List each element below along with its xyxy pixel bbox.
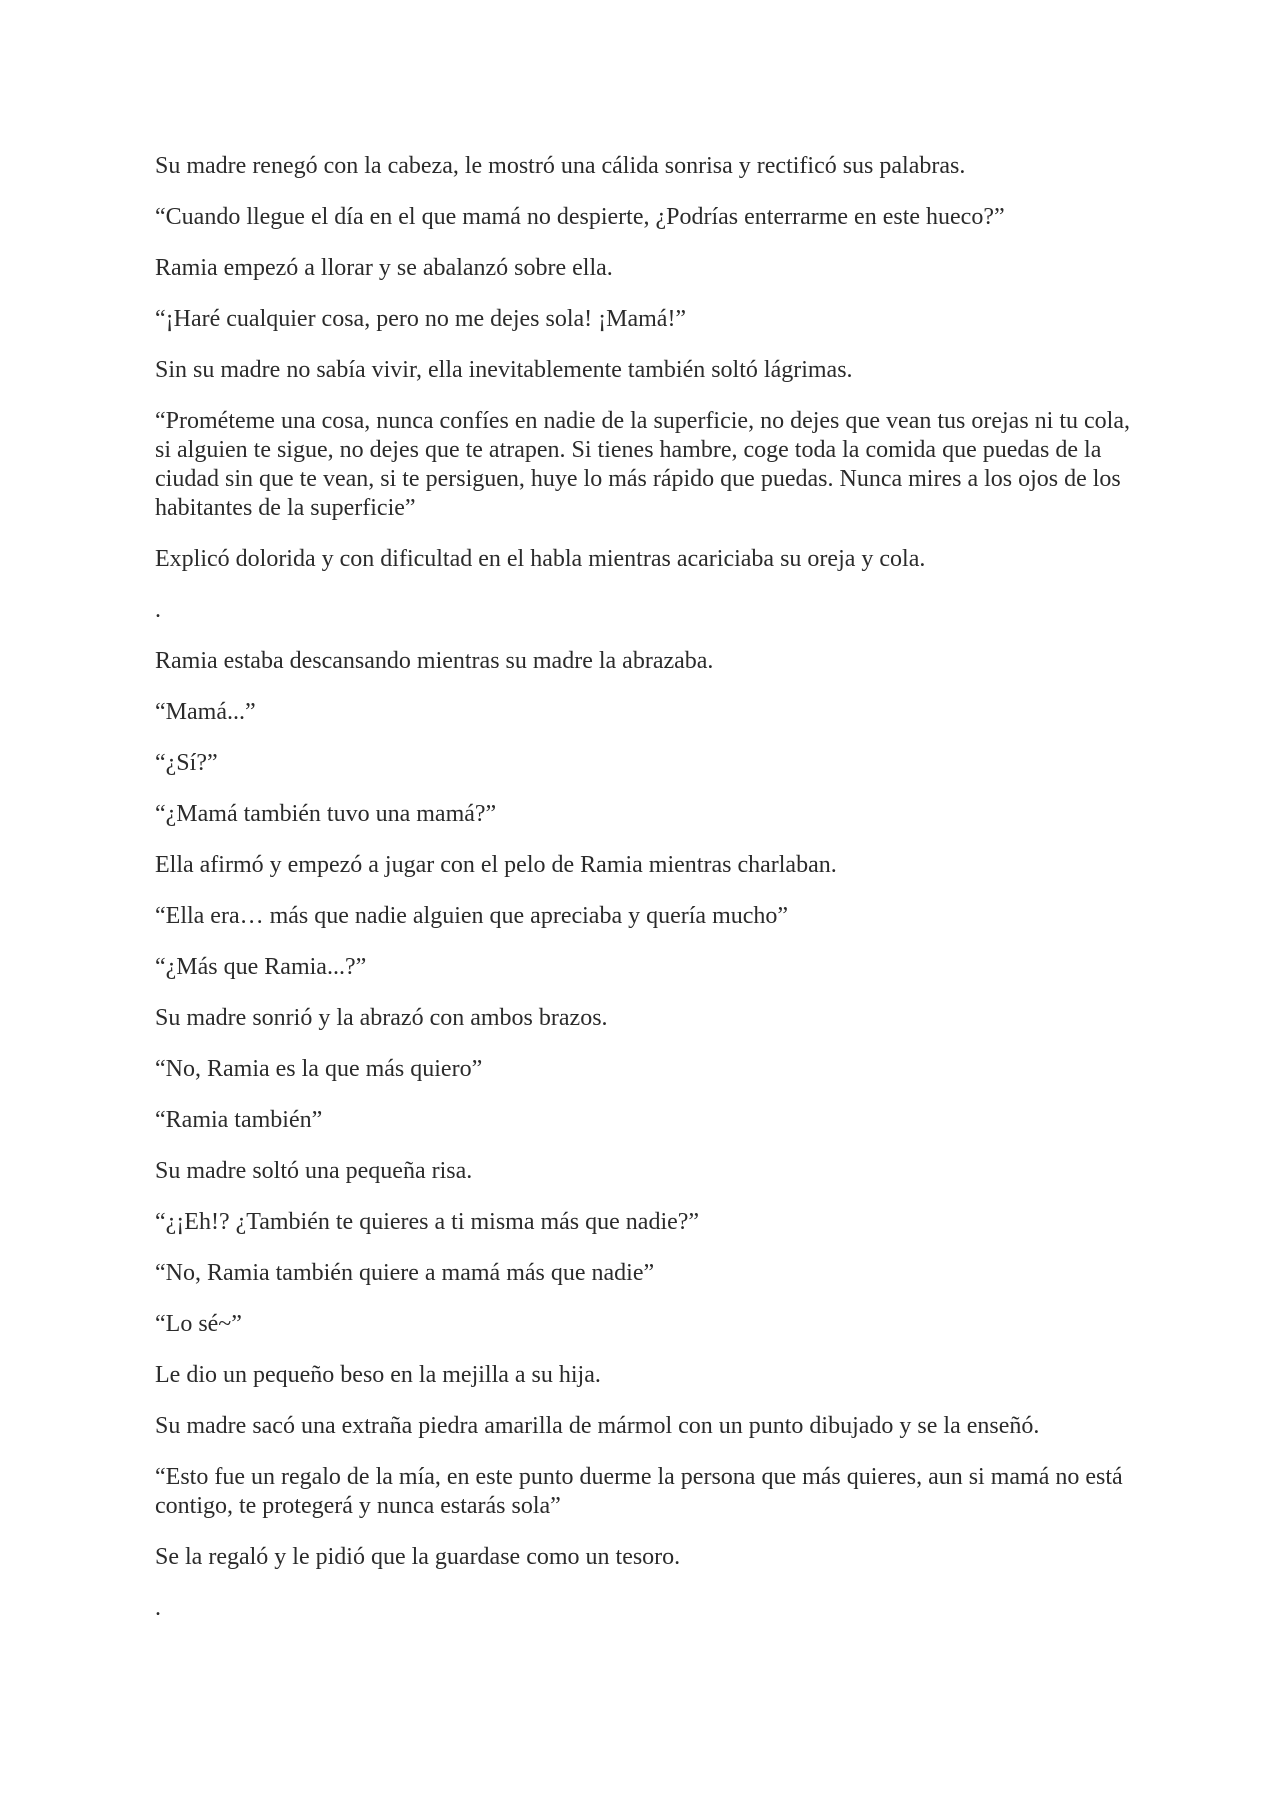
paragraph: Sin su madre no sabía vivir, ella inevitablemente también soltó lágrimas. xyxy=(155,357,853,383)
paragraph: “Prométeme una cosa, nunca confíes en nadie de la superficie, no dejes que vean tus orejas ni tu cola, si alguien te sigue, no dejes que te atrapen. Si tienes hambre, coge toda la comida que puedas de la ciudad sin que te vean, si te persiguen, huye lo más rápido que puedas. Nunca mires a los ojos de los habitantes de la superficie” xyxy=(155,408,1130,521)
paragraph: Su madre sonrió y la abrazó con ambos brazos. xyxy=(155,1005,608,1031)
paragraph: Se la regaló y le pidió que la guardase como un tesoro. xyxy=(155,1544,681,1570)
scene-break: . xyxy=(155,597,161,623)
paragraph: Ramia estaba descansando mientras su madre la abrazaba. xyxy=(155,648,714,674)
paragraph: “Mamá...” xyxy=(155,699,256,725)
paragraph: “Ramia también” xyxy=(155,1107,323,1133)
paragraph: Su madre soltó una pequeña risa. xyxy=(155,1158,473,1184)
paragraph: “Lo sé~” xyxy=(155,1311,242,1337)
paragraph: Le dio un pequeño beso en la mejilla a su hija. xyxy=(155,1362,601,1388)
paragraph: Su madre renegó con la cabeza, le mostró una cálida sonrisa y rectificó sus palabras. xyxy=(155,153,966,179)
paragraph: Ella afirmó y empezó a jugar con el pelo de Ramia mientras charlaban. xyxy=(155,852,837,878)
paragraph: Ramia empezó a llorar y se abalanzó sobre ella. xyxy=(155,255,613,281)
paragraph: “No, Ramia es la que más quiero” xyxy=(155,1056,483,1082)
paragraph: “¿Mamá también tuvo una mamá?” xyxy=(155,801,497,827)
paragraph: “¿Más que Ramia...?” xyxy=(155,954,367,980)
paragraph: Su madre sacó una extraña piedra amarilla de mármol con un punto dibujado y se la enseñó. xyxy=(155,1413,1040,1439)
paragraph: “¿Sí?” xyxy=(155,750,218,776)
document-page xyxy=(155,152,1135,1645)
paragraph: “¿¡Eh!? ¿También te quieres a ti misma más que nadie?” xyxy=(155,1209,700,1235)
paragraph: “Cuando llegue el día en el que mamá no despierte, ¿Podrías enterrarme en este hueco?” xyxy=(155,204,1005,230)
paragraph: Explicó dolorida y con dificultad en el habla mientras acariciaba su oreja y cola. xyxy=(155,546,926,572)
paragraph: “No, Ramia también quiere a mamá más que nadie” xyxy=(155,1260,655,1286)
scene-break: . xyxy=(155,1595,161,1621)
paragraph: “Ella era… más que nadie alguien que apreciaba y quería mucho” xyxy=(155,903,789,929)
paragraph: “¡Haré cualquier cosa, pero no me dejes sola! ¡Mamá!” xyxy=(155,306,687,332)
paragraph: “Esto fue un regalo de la mía, en este punto duerme la persona que más quieres, aun si mamá no está contigo, te protegerá y nunca estarás sola” xyxy=(155,1464,1123,1519)
